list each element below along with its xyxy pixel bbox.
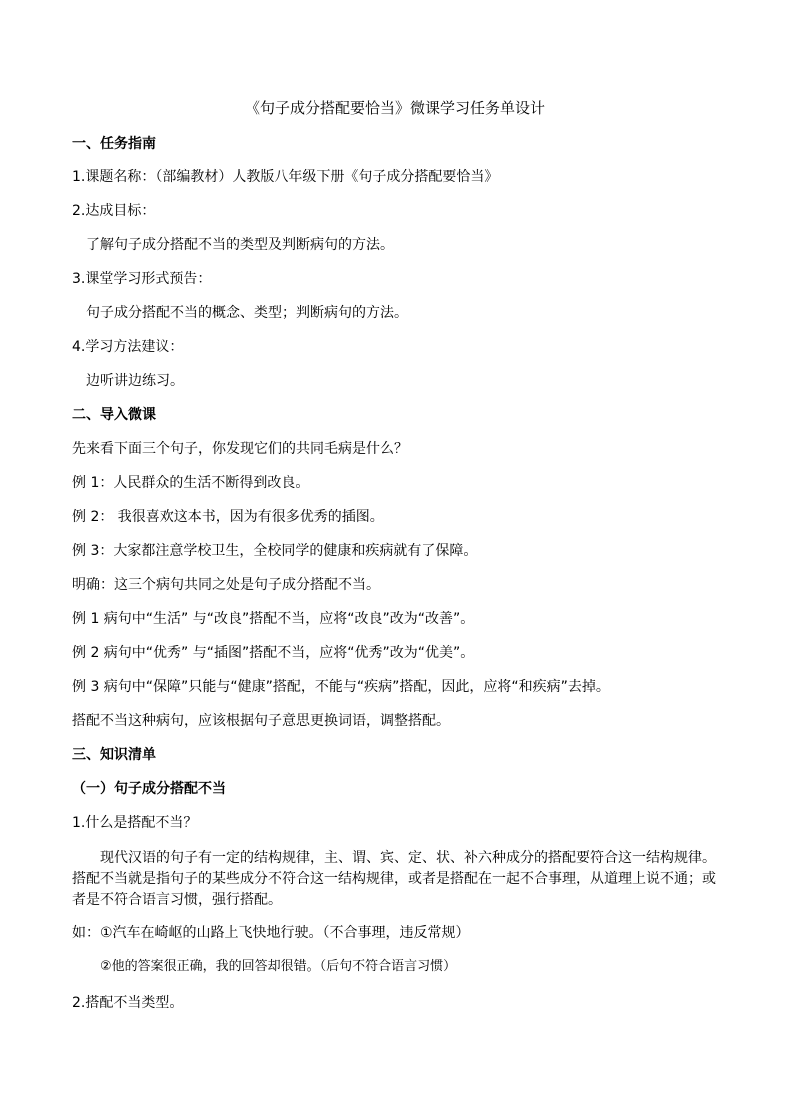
definition-paragraph: 现代汉语的句子有一定的结构规律，主、谓、宾、定、状、补六种成分的搭配要符合这一结构规律。搭配不当就是指句子的某些成分不符合这一结构规律，或者是搭配在一起不合事理，从道理上说不通；或者是不符合语言习惯，强行搭配。 — [72, 850, 716, 908]
example-3: 例 3：大家都注意学校卫生，全校同学的健康和疾病就有了保障。 — [72, 543, 478, 559]
method-label: 4.学习方法建议： — [72, 339, 184, 355]
explanation-3: 例 3 病句中“保障”只能与“健康”搭配，不能与“疾病”搭配，因此，应将“和疾病”去掉。 — [72, 679, 610, 695]
explanation-1: 例 1 病句中“生活” 与“改良”搭配不当，应将“改良”改为“改善”。 — [72, 611, 475, 627]
intro-question: 先来看下面三个句子，你发现它们的共同毛病是什么？ — [72, 441, 408, 457]
question-mismatch-types: 2.搭配不当类型。 — [72, 995, 184, 1011]
section-heading-task-guide: 一、任务指南 — [72, 136, 156, 152]
subsection-heading-mismatch: （一）句子成分搭配不当 — [72, 781, 226, 797]
method-text: 边听讲边练习。 — [86, 373, 184, 389]
course-name: 1.课题名称：（部编教材）人教版八年级下册《句子成分搭配要恰当》 — [72, 169, 499, 185]
example-2: 例 2： 我很喜欢这本书，因为有很多优秀的插图。 — [72, 509, 384, 525]
preview-label: 3.课堂学习形式预告： — [72, 271, 212, 287]
example-sentence-1: 如：①汽车在崎岖的山路上飞快地行驶。（不合事理，违反常规） — [72, 925, 470, 941]
section-heading-knowledge: 三、知识清单 — [72, 747, 156, 763]
intro-summary: 搭配不当这种病句，应该根据句子意思更换词语，调整搭配。 — [72, 713, 450, 729]
explanation-2: 例 2 病句中“优秀” 与“插图”搭配不当，应将“优秀”改为“优美”。 — [72, 645, 475, 661]
document-title: 《句子成分搭配要恰当》微课学习任务单设计 — [244, 99, 545, 117]
goal-text: 了解句子成分搭配不当的类型及判断病句的方法。 — [86, 237, 394, 253]
goal-label: 2.达成目标： — [72, 203, 156, 219]
example-sentence-2: ②他的答案很正确，我的回答却很错。（后句不符合语言习惯） — [100, 959, 457, 974]
preview-text: 句子成分搭配不当的概念、类型；判断病句的方法。 — [86, 305, 408, 321]
clarification: 明确：这三个病句共同之处是句子成分搭配不当。 — [72, 577, 380, 593]
question-what-is-mismatch: 1.什么是搭配不当？ — [72, 815, 198, 831]
example-1: 例 1：人民群众的生活不断得到改良。 — [72, 475, 310, 491]
section-heading-intro: 二、导入微课 — [72, 407, 156, 423]
